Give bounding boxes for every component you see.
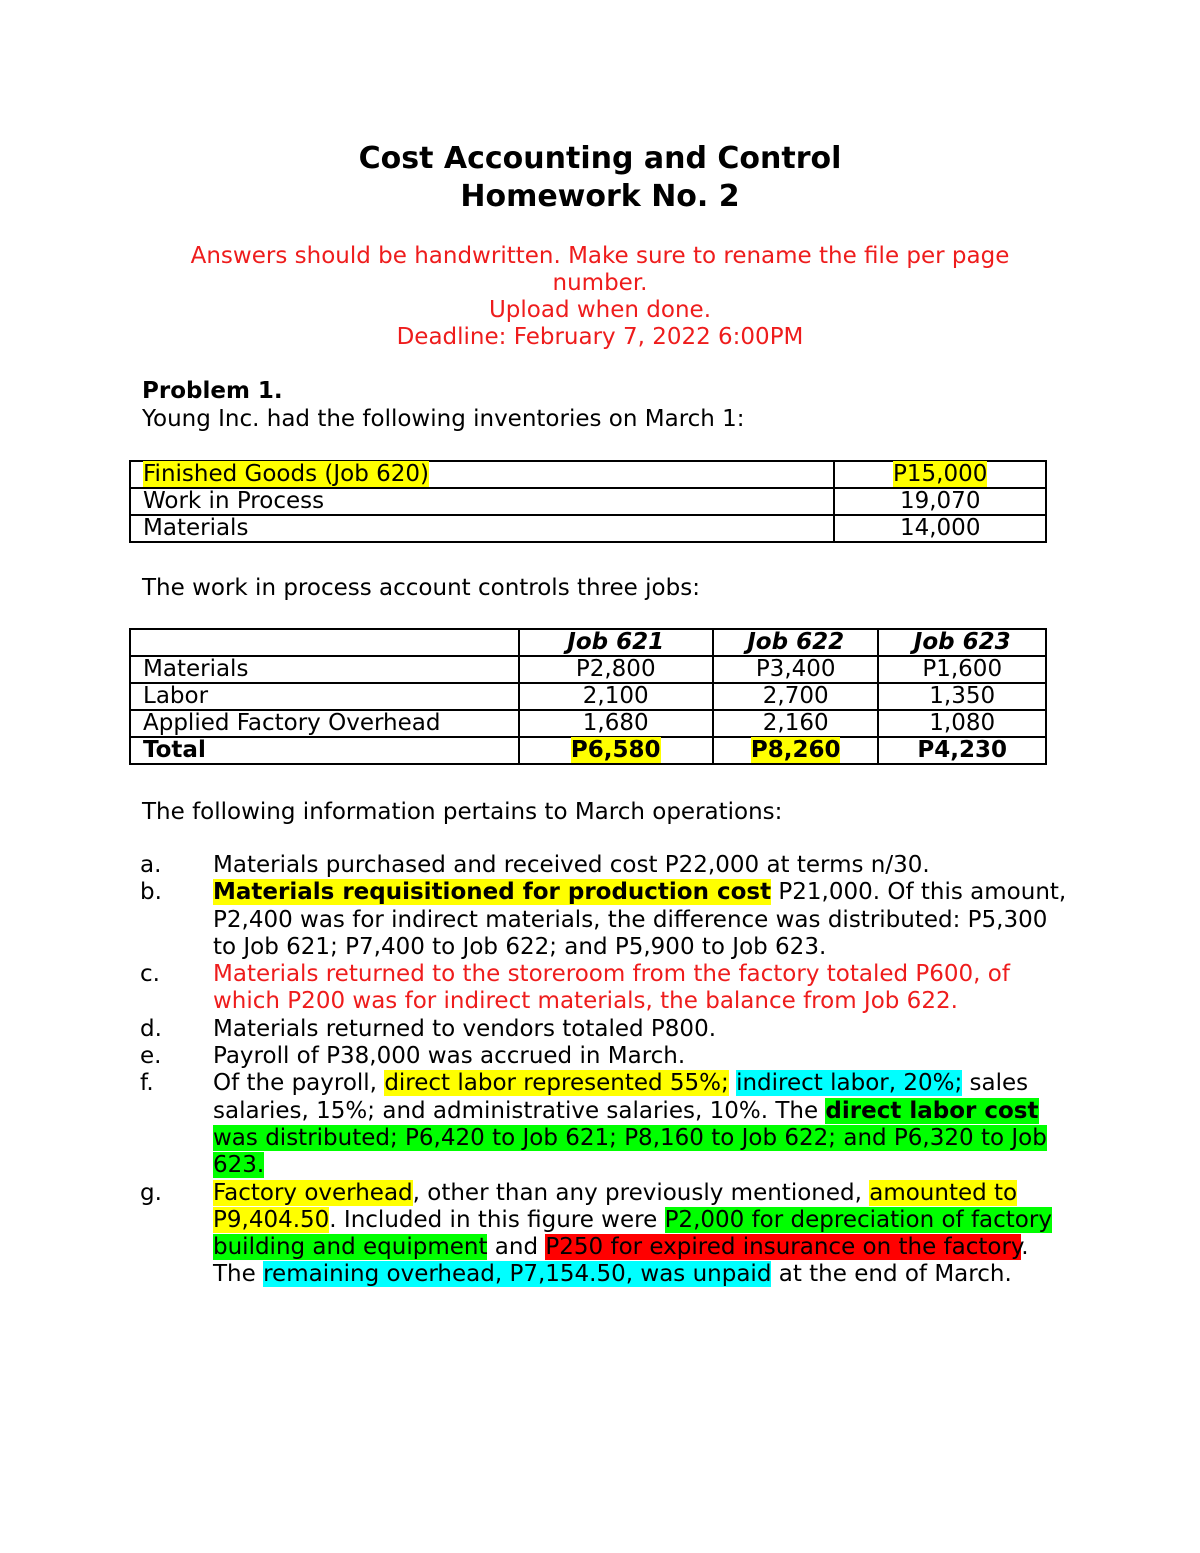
inventory-value: P15,000 — [893, 461, 988, 487]
list-item — [140, 1180, 1070, 1289]
inventory-label: Finished Goods (Job 620) — [143, 461, 430, 487]
table-row — [130, 515, 1046, 542]
item-text: . The — [213, 1234, 1029, 1288]
table-total-row — [130, 737, 1046, 764]
table-cell: 1,680 — [519, 710, 713, 737]
list-item — [140, 961, 1070, 1016]
table-cell: 1,080 — [878, 710, 1046, 737]
inventory-value: 14,000 — [834, 515, 1046, 542]
list-marker: b. — [140, 879, 162, 906]
table-cell: 1,350 — [878, 683, 1046, 710]
upload-note: Upload when done. — [488, 297, 712, 323]
list-item — [140, 1043, 1070, 1070]
problem-heading: Problem 1. — [142, 378, 283, 404]
highlight-text: P250 for expired insurance on the factory — [545, 1234, 1022, 1261]
jobs-table — [129, 628, 1047, 765]
table-cell: P2,800 — [519, 656, 713, 683]
list-item — [140, 1070, 1070, 1179]
column-header: Job 622 — [713, 629, 879, 656]
highlight-text: indirect labor, 20%; — [736, 1070, 963, 1097]
instruction-note: Answers should be handwritten. Make sure to rename the file per page number. — [190, 243, 1010, 296]
row-label: Applied Factory Overhead — [130, 710, 519, 737]
document-subtitle: Homework No. 2 — [460, 179, 740, 214]
table-row — [130, 656, 1046, 683]
list-marker: f. — [140, 1070, 154, 1097]
item-text: at the end of March. — [771, 1261, 1012, 1288]
row-label: Total — [130, 737, 519, 764]
item-text: Materials purchased and received cost P22,000 at terms n/30. — [213, 852, 930, 878]
item-text — [729, 1070, 736, 1096]
item-text: Of the payroll, — [213, 1070, 385, 1097]
table-cell: 2,700 — [713, 683, 879, 710]
column-header: Job 623 — [878, 629, 1046, 656]
highlight-text: Factory overhead — [213, 1179, 413, 1206]
row-label: Materials — [130, 656, 519, 683]
highlight-text: Materials requisitioned for production cost — [213, 879, 772, 906]
table-row — [130, 488, 1046, 515]
table-row — [130, 683, 1046, 710]
table-cell — [834, 461, 1046, 488]
deadline-note: Deadline: February 7, 2022 6:00PM — [396, 324, 804, 350]
table-cell: P3,400 — [713, 656, 879, 683]
item-text: and — [487, 1234, 546, 1261]
table-row — [130, 461, 1046, 488]
row-label: Labor — [130, 683, 519, 710]
item-text: P21,000. Of this amount, P2,400 was for indirect materials, the difference was distributed: P5,300 to Job 621; P7,400 to Job 622; and P5,900 to Job 623. — [213, 879, 1067, 960]
table-cell — [519, 737, 713, 764]
table-cell: P1,600 — [878, 656, 1046, 683]
wip-intro: The work in process account controls three jobs: — [142, 575, 700, 601]
list-item — [140, 1016, 1070, 1043]
inventory-label: Work in Process — [130, 488, 834, 515]
total-value: P8,260 — [750, 737, 841, 763]
item-text: . Included in this figure were — [329, 1206, 665, 1233]
item-text: Materials returned to the storeroom from the factory totaled P600, of which P200 was for indirect materials, the balance from Job 622. — [213, 961, 1010, 1015]
highlight-text: direct labor cost — [825, 1097, 1039, 1124]
list-marker: d. — [140, 1015, 162, 1042]
problem-intro: Young Inc. had the following inventories on March 1: — [142, 406, 745, 432]
list-item — [140, 852, 1070, 879]
list-marker: g. — [140, 1179, 162, 1206]
operations-list — [140, 852, 1070, 1289]
column-header: Job 621 — [519, 629, 713, 656]
item-text: Materials returned to vendors totaled P800. — [213, 1015, 717, 1042]
highlight-text: was distributed; P6,420 to Job 621; P8,160 to Job 622; and P6,320 to Job 623. — [213, 1124, 1047, 1179]
table-cell: 2,160 — [713, 710, 879, 737]
document-title: Cost Accounting and Control — [358, 141, 842, 176]
table-cell: 2,100 — [519, 683, 713, 710]
highlight-text: P2,000 for depreciation of factory building and equipment — [213, 1206, 1052, 1261]
list-item — [140, 879, 1070, 961]
item-text: sales salaries, 15%; and administrative salaries, 10%. The — [213, 1070, 1029, 1124]
highlight-text: remaining overhead, P7,154.50, was unpaid — [263, 1261, 772, 1288]
table-cell — [130, 461, 834, 488]
ops-intro: The following information pertains to March operations: — [142, 799, 783, 825]
table-header-empty — [130, 629, 519, 656]
list-marker: c. — [140, 961, 160, 988]
table-row — [130, 710, 1046, 737]
item-text: Payroll of P38,000 was accrued in March. — [213, 1043, 686, 1070]
total-value: P4,230 — [878, 737, 1046, 764]
table-cell — [713, 737, 879, 764]
item-text: , other than any previously mentioned, — [412, 1179, 870, 1206]
highlight-text: amounted to P9,404.50 — [213, 1179, 1018, 1233]
highlight-text: direct labor represented 55%; — [384, 1070, 729, 1097]
list-marker: e. — [140, 1043, 162, 1070]
inventory-label: Materials — [130, 515, 834, 542]
inventory-table — [129, 460, 1047, 543]
list-marker: a. — [140, 852, 162, 878]
total-value: P6,580 — [570, 737, 661, 763]
table-header-row — [130, 629, 1046, 656]
inventory-value: 19,070 — [834, 488, 1046, 515]
